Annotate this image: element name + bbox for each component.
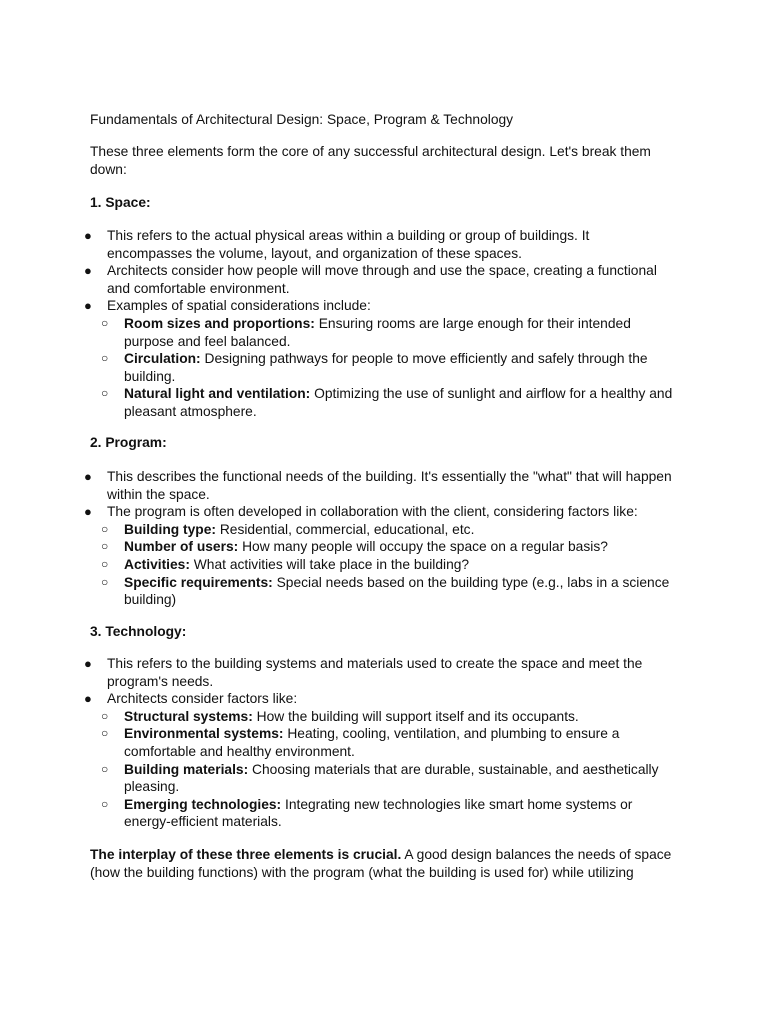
sub-bullet-icon: ○ bbox=[101, 726, 109, 741]
sub-bullet-icon: ○ bbox=[101, 708, 109, 723]
term-description: How many people will occupy the space on a regular basis? bbox=[238, 539, 608, 555]
list-item bbox=[0, 503, 674, 609]
term-description: Ensuring rooms are large enough for their intended purpose and feel balanced. bbox=[124, 315, 631, 349]
term-description: Choosing materials that are durable, sustainable, and aesthetically pleasing. bbox=[124, 761, 659, 795]
list-item bbox=[0, 262, 674, 297]
sub-list-item bbox=[101, 538, 674, 556]
sub-bullet-icon: ○ bbox=[101, 315, 109, 330]
sub-list-item bbox=[101, 315, 674, 350]
list-item-text: This refers to the building systems and materials used to create the space and meet the program's needs. bbox=[107, 656, 643, 689]
sub-bullet-icon: ○ bbox=[101, 351, 109, 366]
sub-bullet-icon: ○ bbox=[101, 556, 109, 571]
sub-bullet-icon: ○ bbox=[101, 539, 109, 554]
sub-list bbox=[101, 521, 674, 609]
bullet-icon: ● bbox=[84, 263, 92, 279]
list-item bbox=[0, 297, 674, 420]
sub-bullet-icon: ○ bbox=[101, 796, 109, 811]
bullet-icon: ● bbox=[84, 504, 92, 520]
sub-list-item bbox=[101, 521, 674, 539]
term-description: How the building will support itself and its occupants. bbox=[252, 708, 579, 724]
term-label: Number of users: bbox=[124, 539, 239, 555]
list-item-text: Architects consider how people will move through and use the space, creating a functional and comfortable environment. bbox=[107, 263, 657, 296]
term-description: Special needs based on the building type (e.g., labs in a science building) bbox=[124, 574, 670, 608]
section-heading-program: 2. Program: bbox=[90, 435, 167, 450]
list-item-text: Examples of spatial considerations include: bbox=[107, 298, 371, 314]
bullet-icon: ● bbox=[84, 298, 92, 314]
sub-list-item bbox=[101, 725, 674, 760]
bullet-icon: ● bbox=[84, 691, 92, 707]
term-label: Building type: bbox=[124, 521, 216, 537]
document-title: Fundamentals of Architectural Design: Space, Program & Technology bbox=[90, 112, 514, 127]
list-item-text: This describes the functional needs of the building. It's essentially the "what" that will happen within the space. bbox=[107, 469, 672, 502]
sub-list-item bbox=[101, 708, 674, 726]
sub-list-item bbox=[101, 761, 674, 796]
term-label: Structural systems: bbox=[124, 708, 253, 724]
sub-list-item bbox=[101, 385, 674, 420]
closing-emphasis: The interplay of these three elements is crucial. bbox=[90, 847, 402, 862]
list-item bbox=[0, 468, 674, 503]
sub-list-item bbox=[101, 796, 674, 831]
program-bullet-list bbox=[0, 468, 768, 609]
space-bullet-list bbox=[0, 227, 768, 421]
closing-text: A good design balances the needs of space (how the building functions) with the program (what the building is used for) while utilizing bbox=[90, 847, 672, 880]
term-label: Specific requirements: bbox=[124, 574, 273, 590]
sub-list-item bbox=[101, 574, 674, 609]
list-item-text: The program is often developed in collaboration with the client, considering factors like: bbox=[107, 504, 638, 520]
section-heading-space: 1. Space: bbox=[90, 195, 151, 210]
list-item bbox=[0, 655, 674, 690]
sub-list bbox=[101, 708, 674, 831]
sub-bullet-icon: ○ bbox=[101, 521, 109, 536]
sub-bullet-icon: ○ bbox=[101, 761, 109, 776]
sub-bullet-icon: ○ bbox=[101, 386, 109, 401]
term-description: Residential, commercial, educational, etc. bbox=[215, 521, 475, 537]
list-item bbox=[0, 227, 674, 262]
sub-list-item bbox=[101, 556, 674, 574]
bullet-icon: ● bbox=[84, 469, 92, 484]
term-label: Environmental systems: bbox=[124, 726, 284, 742]
technology-bullet-list bbox=[0, 655, 768, 831]
term-label: Natural light and ventilation: bbox=[124, 386, 311, 402]
section-heading-technology: 3. Technology: bbox=[90, 624, 187, 639]
bullet-icon: ● bbox=[84, 228, 92, 243]
term-label: Room sizes and proportions: bbox=[124, 315, 315, 331]
term-description: Heating, cooling, ventilation, and plumbing to ensure a comfortable and healthy environment. bbox=[124, 726, 620, 759]
list-item-text: This refers to the actual physical areas within a building or group of buildings. It encompasses the volume, layout, and organization of these spaces. bbox=[107, 228, 590, 261]
intro-paragraph: These three elements form the core of any successful architectural design. Let's break them down: bbox=[90, 144, 651, 177]
list-item bbox=[0, 690, 674, 831]
closing-paragraph bbox=[90, 846, 690, 881]
sub-bullet-icon: ○ bbox=[101, 574, 109, 589]
sub-list-item bbox=[101, 350, 674, 385]
term-label: Building materials: bbox=[124, 761, 249, 777]
term-label: Circulation: bbox=[124, 351, 201, 367]
term-description: Optimizing the use of sunlight and airflow for a healthy and pleasant atmosphere. bbox=[124, 386, 673, 419]
term-label: Activities: bbox=[124, 556, 190, 572]
list-item-text: Architects consider factors like: bbox=[107, 691, 298, 707]
term-description: Designing pathways for people to move efficiently and safely through the building. bbox=[124, 351, 648, 384]
term-description: Integrating new technologies like smart home systems or energy-efficient materials. bbox=[124, 796, 633, 830]
sub-list bbox=[101, 315, 674, 421]
term-description: What activities will take place in the building? bbox=[189, 556, 470, 572]
term-label: Emerging technologies: bbox=[124, 796, 282, 812]
bullet-icon: ● bbox=[84, 656, 92, 671]
